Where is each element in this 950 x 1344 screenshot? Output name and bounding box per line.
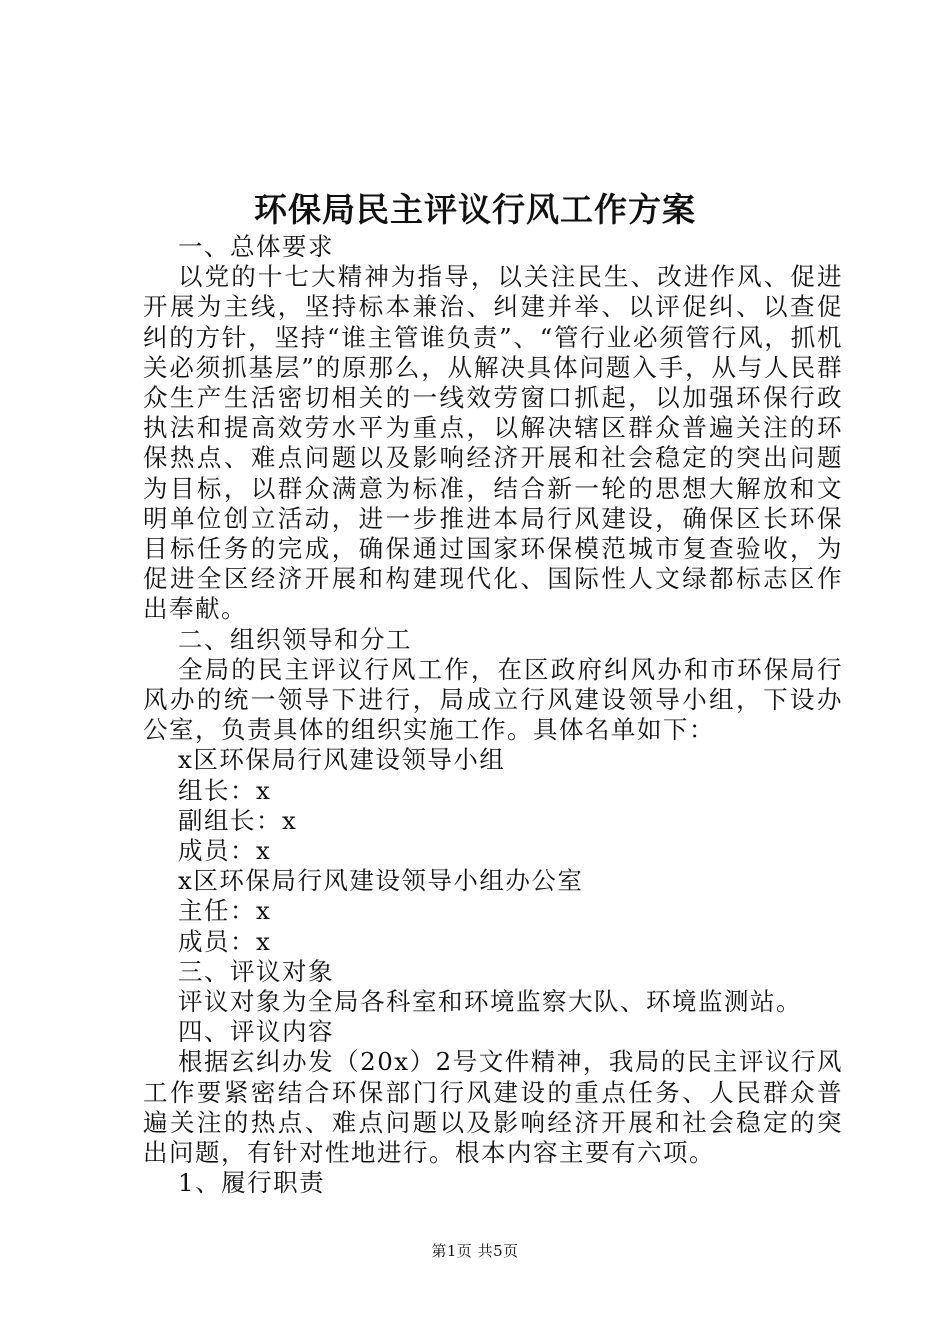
document-body (143, 232, 843, 1199)
office-director: 主任：x (178, 896, 272, 926)
office-members: 成员：x (178, 926, 272, 956)
paragraph-evaluation-targets: 评议对象为全局各科室和环境监察大队、环境监测站。 (178, 987, 802, 1017)
heading-evaluation-targets: 三、评议对象 (178, 956, 334, 986)
paragraph-evaluation-content: 根据玄纠办发（20x）2号文件精神，我局的民主评议行风工作要紧密结合环保部门行风建设的重点任务、人民群众普遍关注的热点、难点问题以及影响经济开展和社会稳定的突出问题，有针对性地进行。根本内容主要有六项。 (143, 1047, 843, 1168)
subheading-duties: 1、履行职责 (178, 1168, 326, 1198)
heading-general-requirements: 一、总体要求 (178, 232, 334, 261)
leading-group-leader: 组长：x (178, 775, 272, 805)
office-name: x区环保局行风建设领导小组办公室 (178, 866, 584, 896)
paragraph-organization: 全局的民主评议行风工作，在区政府纠风办和市环保局行风办的统一领导下进行，局成立行风建设领导小组，下设办公室，负责具体的组织实施工作。具体名单如下： (143, 654, 843, 745)
leading-group-members: 成员：x (178, 836, 272, 866)
page-number: 第1页 共5页 (431, 1242, 519, 1260)
heading-organization: 二、组织领导和分工 (178, 624, 412, 654)
heading-evaluation-content: 四、评议内容 (178, 1017, 334, 1047)
leading-group-name: x区环保局行风建设领导小组 (178, 745, 506, 775)
paragraph-general-requirements: 以党的十七大精神为指导，以关注民生、改进作风、促进开展为主线，坚持标本兼治、纠建并举、以评促纠、以查促纠的方针，坚持“谁主管谁负责”、“管行业必须管行风，抓机关必须抓基层”的原那么，从解决具体问题入手，从与人民群众生产生活密切相关的一线效劳窗口抓起，以加强环保行政执法和提高效劳水平为重点，以解决辖区群众普遍关注的环保热点、难点问题以及影响经济开展和社会稳定的突出问题为目标，以群众满意为标准，结合新一轮的思想大解放和文明单位创立活动，进一步推进本局行风建设，确保区长环保目标任务的完成，确保通过国家环保模范城市复查验收，为促进全区经济开展和构建现代化、国际性人文绿都标志区作出奉献。 (143, 262, 843, 624)
page-title: 环保局民主评议行风工作方案 (254, 190, 696, 229)
leading-group-deputy: 副组长：x (178, 805, 298, 835)
